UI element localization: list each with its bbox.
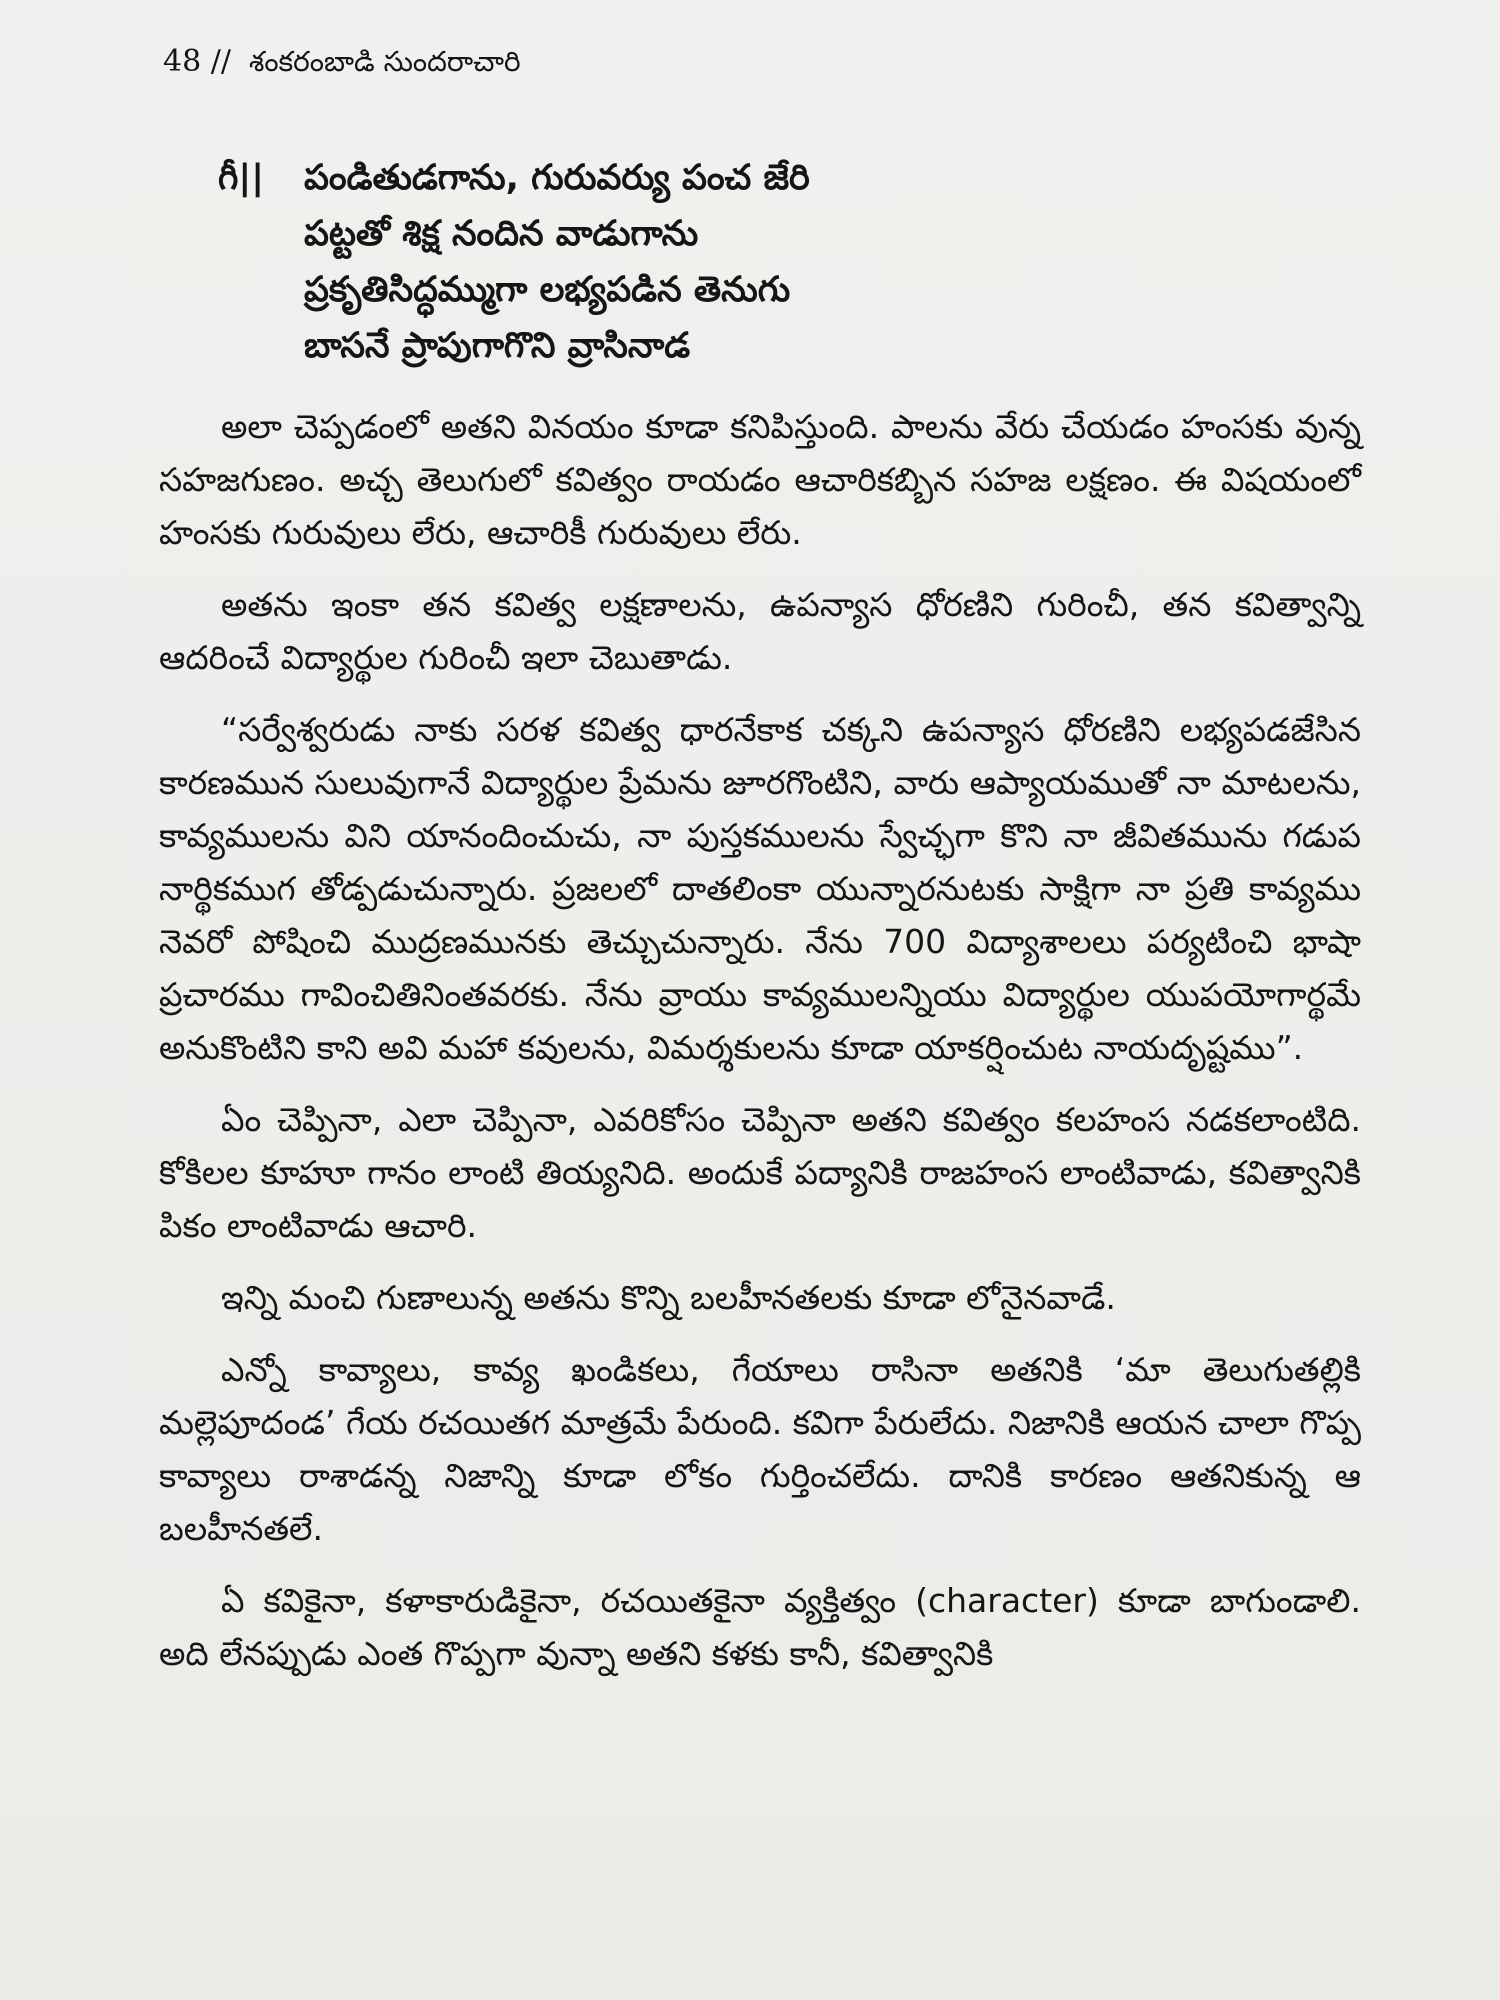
verse-block xyxy=(218,150,810,374)
verse-line xyxy=(218,318,810,374)
verse-line-text: బాసనే ప్రాపుగాగొని వ్రాసినాడ xyxy=(304,326,691,366)
verse-line-text: పండితుడగాను, గురువర్యు పంచ జేరి xyxy=(304,158,810,198)
verse-line xyxy=(218,262,810,318)
verse-line xyxy=(218,150,810,206)
verse-line xyxy=(218,206,810,262)
paragraph: అతను ఇంకా తన కవిత్వ లక్షణాలను, ఉపన్యాస ధోరణిని గురించీ, తన కవిత్వాన్ని ఆదరించే విద్యార్థుల గురించీ ఇలా చెబుతాడు. xyxy=(159,585,1361,677)
page-header xyxy=(163,44,521,85)
paragraph: ఎన్నో కావ్యాలు, కావ్య ఖండికలు, గేయాలు రాసినా అతనికి ‘మా తెలుగుతల్లికి మల్లెపూదండ’ గేయ రచయితగ మాత్రమే పేరుంది. కవిగా పేరులేదు. నిజానికి ఆయన చాలా గొప్ప కావ్యాలు రాశాడన్న నిజాన్ని కూడా లోకం గుర్తించలేదు. దానికి కారణం ఆతనికున్న ఆ బలహీనతలే. xyxy=(159,1350,1361,1548)
verse-line-text: ప్రకృతిసిద్ధమ్ముగా లభ్యపడిన తెనుగు xyxy=(304,270,791,310)
verse-marker: గీ|| xyxy=(218,158,264,198)
verse-line-text: పట్టతో శిక్ష నందిన వాడుగాను xyxy=(304,214,699,254)
paragraph: ఏం చెప్పినా, ఎలా చెప్పినా, ఎవరికోసం చెప్పినా అతని కవిత్వం కలహంస నడకలాంటిది. కోకిలల కూహూ గానం లాంటి తియ్యనిది. అందుకే పద్యానికి రాజహంస లాంటివాడు, కవిత్వానికి పికం లాంటివాడు ఆచారి. xyxy=(159,1100,1361,1245)
paragraph: ఏ కవికైనా, కళాకారుడికైనా, రచయితకైనా వ్యక్తిత్వం (character) కూడా బాగుండాలి. అది లేనప్పుడు ఎంత గొప్పగా వున్నా అతని కళకు కానీ, కవిత్వానికి xyxy=(159,1581,1361,1673)
running-head: శంకరంబాడి సుందరాచారి xyxy=(248,45,521,78)
paragraph: అలా చెప్పడంలో అతని వినయం కూడా కనిపిస్తుంది. పాలను వేరు చేయడం హంసకు వున్న సహజగుణం. అచ్చ తెలుగులో కవిత్వం రాయడం ఆచారికబ్బిన సహజ లక్షణం. ఈ విషయంలో హంసకు గురువులు లేరు, ఆచారికీ గురువులు లేరు. xyxy=(159,407,1361,552)
paragraph: ఇన్ని మంచి గుణాలున్న అతను కొన్ని బలహీనతలకు కూడా లోనైనవాడే. xyxy=(221,1278,1116,1317)
body-text xyxy=(159,400,1361,1699)
page-number: 48 // xyxy=(163,44,231,79)
quoted-paragraph: “సర్వేశ్వరుడు నాకు సరళ కవిత్వ ధారనేకాక చక్కని ఉపన్యాస ధోరణిని లభ్యపడజేసిన కారణమున సులువుగానే విద్యార్థుల ప్రేమను జూరగొంటిని, వారు ఆప్యాయముతో నా మాటలను, కావ్యములను విని యానందించుచు, నా పుస్తకములను స్వేచ్ఛగా కొని నా జీవితమును గడుప నార్థికముగ తోడ్పడుచున్నారు. ప్రజలలో దాతలింకా యున్నారనుటకు సాక్షిగా నా ప్రతి కావ్యము నెవరో పోషించి ముద్రణమునకు తెచ్చుచున్నారు. నేను 700 విద్యాశాలలు పర్యటించి భాషా ప్రచారము గావించితినింతవరకు. నేను వ్రాయు కావ్యములన్నియు విద్యార్థుల యుపయోగార్థమే అనుకొంటిని కాని అవి మహా కవులను, విమర్శకులను కూడా యాకర్షించుట నాయదృష్టము”. xyxy=(159,710,1361,1067)
